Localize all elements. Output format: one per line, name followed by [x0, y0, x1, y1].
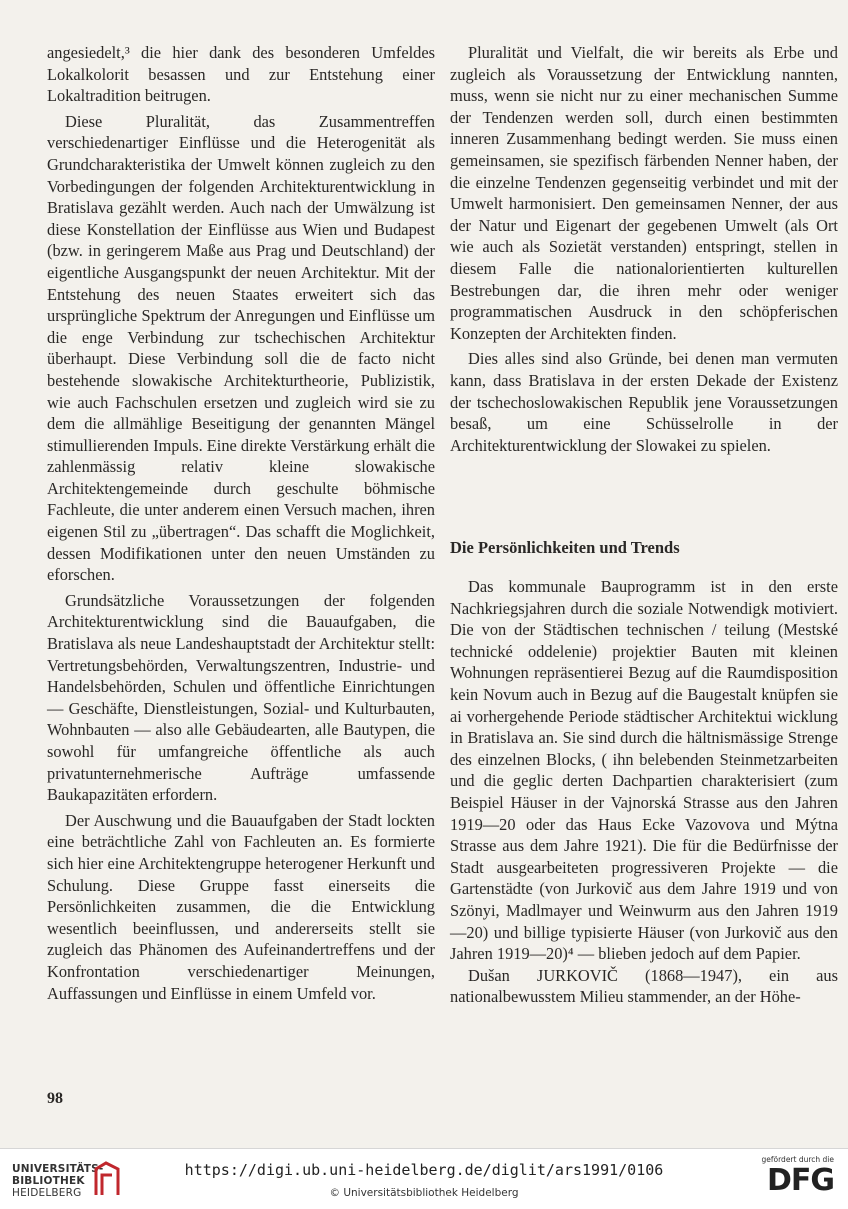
right-paragraph-3: Das kommunale Bauprogramm ist in den erste Nachkriegsjahren durch die soziale Notwendigk motiviert. Die von der Städtischen technischen / teilung (Mestské technické oddelenie) projektier Bauten mit kleinen Wohnungen repräsentierei Bezug auf die Raumdisposition kein Novum auch in Bezug auf die Baugestalt knüpfen sie ai vorhergehende Periode städtischer Architektui wicklung in Bratislava an. Sie sind durch die hältnismässige Strenge des einzelnen Blocks, ( ihn belebenden Steinmetzarbeiten und die geglic derten Dachpartien charakterisiert (zum Beispiel Häuser in der Vajnorská Strasse aus den Jahren 1919—20 oder das Haus Ecke Vazovova und Mýtna Strasse aus dem Jahre 1921). Die für die Bedürfnisse der Stadt ausgearbeiteten progressiveren Projekte — die Gartenstädte (von Jurkovič aus dem Jahre 1919 und von Szönyi, Madlmayer und Weinwurm aus den Jahren 1919—20) und billige typisierte Häuser (von Jurkovič aus den Jahren 1919—20)⁴ — blieben jedoch auf dem Papier. — [450, 577, 838, 964]
left-paragraph-2: Diese Pluralität, das Zusammentreffen verschiedenartiger Einflüsse und die Heterogenität als Grundcharakteristika der Umwelt können zugleich zu den Vorbedingungen der folgenden Architekturentwicklung in Bratislava gezählt werden. Auch nach der Umwälzung ist diese Konstellation der Einflüsse aus Wien und Budapest (bzw. in geringerem Maße aus Prag und Deutschland) der eigentliche Ausgangspunkt der neuen Architektur. Mit der Entstehung des neuen Staates erweitert sich das ursprüngliche Spektrum der Anregungen und Einflüsse um die enge Verbindung zur tschechischen Architektur überhaupt. Diese Verbindung soll die de facto nicht bestehende slowakische Architekturtheorie, Publizistik, wie auch Fachschulen ersetzen und zugleich wird sie zu dem die allmählige Beseitigung der genannten Mängel stimullierenden Impuls. Eine direkte Verstärkung erhält die zahlenmässig relativ kleine slowakische Architektengemeinde durch geschulte böhmische Fachleute, die unter anderem einen Versuch machen, ihren eigenen Stil zu „übertragen“. Das schafft die Moglichkeit, dessen Modifikationen unter den neuen Umständen zu eforschen. — [47, 111, 435, 585]
right-paragraph-2: Dies alles sind also Gründe, bei denen man vermuten kann, dass Bratislava in der ersten Dekade der Existenz der tschechoslowakischen Republik jene Voraussetzungen besaß, um eine Schüsselrolle in der Architekturentwicklung der Slowakei zu spielen. — [450, 349, 838, 455]
left-paragraph-1: angesiedelt,³ die hier dank des besonderen Umfeldes Lokalkolorit besassen und zur Entstehung einer Lokaltradition beitrugen. — [47, 43, 435, 106]
section-body — [450, 576, 838, 1008]
left-paragraph-4: Der Auschwung und die Bauaufgaben der Stadt lockten eine beträchtliche Zahl von Fachleuten an. Es formierte sich hier eine Architektengruppe heterogener Herkunft und Schulung. Diese Gruppe fasst einerseits die Persönlichkeiten zusammen, die die Entwicklung wesentlich beeinflussen, und andererseits stellt sie zugleich das Phänomen des Aufeinandertreffens und der Konfrontation verschiedenartiger Meinungen, Auffassungen und Einflüsse in einem Umfeld vor. — [47, 810, 435, 1003]
page-number: 98 — [47, 1090, 63, 1107]
left-column — [47, 42, 435, 1004]
viewer-footer — [0, 1148, 848, 1209]
right-column — [450, 42, 838, 1007]
sponsor-text: gefördert durch die — [761, 1155, 834, 1164]
permalink-url[interactable]: https://digi.ub.uni-heidelberg.de/diglit/ars1991/0106 — [184, 1161, 664, 1179]
copyright-notice: © Universitätsbibliothek Heidelberg — [329, 1187, 519, 1199]
library-name-line2: BIBLIOTHEK — [12, 1175, 85, 1187]
dfg-logo[interactable] — [750, 1155, 834, 1203]
library-name-line3: HEIDELBERG — [12, 1187, 82, 1199]
library-name-line1: UNIVERSITÄTS- — [12, 1163, 104, 1175]
left-paragraph-3: Grundsätzliche Voraussetzungen der folgenden Architekturentwicklung sind die Bauaufgaben, die Bratislava als neue Landeshauptstadt der Architektur stellt: Vertretungsbehörden, Verwaltungszentren, Industrie- und Handelsbehörden, Schulen und öffentliche Einrichtungen — Geschäfte, Dienstleistungen, Sozial- und Kulturbauten, Wohnbauten — also alle Gebäudearten, alle Bautypen, die sowohl für umfangreiche öffentliche als auch privatunternehmerische Aufträge umfassende Baukapazitäten erfordern. — [47, 590, 435, 805]
right-paragraph-1: Pluralität und Vielfalt, die wir bereits als Erbe und zugleich als Voraussetzung der Entwicklung nannten, muss, wenn sie nicht nur zu einer mechanischen Summe der Tendenzen werden soll, durch einen bestimmten inneren Zusammenhang bedingt werden. Sie muss einen gemeinsamen, sie spezifisch färbenden Nenner haben, der die einzelne Tendenzen gegenseitig verbindet und mit der Umwelt harmonisiert. Den gemeinsamen Nenner, der aus der Natur und Eigenart der gegebenen Umwelt (als Ort wie auch als Sozietät verstanden) entspringt, stellen in diesem Falle die nationalorientierten kulturellen Bestrebungen dar, die ihren mehr oder weniger programmatischen Ausdruck in den schöpferischen Konzepten der Architekten finden. — [450, 43, 838, 343]
right-paragraph-4: Dušan JURKOVIČ (1868—1947), ein aus nationalbewusstem Milieu stammender, an der Höhe- — [450, 965, 838, 1007]
dfg-logo-text: DFG — [766, 1163, 834, 1198]
section-heading: Die Persönlichkeiten und Trends — [450, 538, 680, 557]
